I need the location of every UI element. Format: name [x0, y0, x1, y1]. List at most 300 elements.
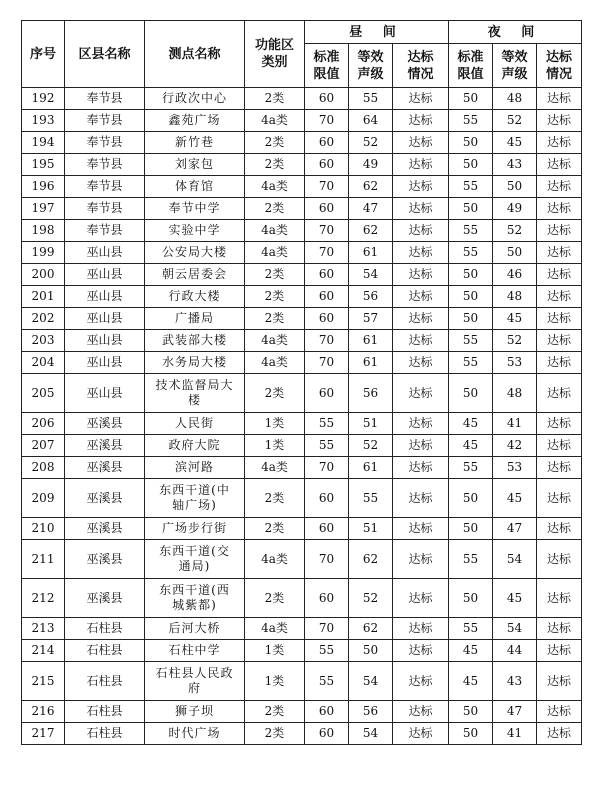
cell-seq: 208: [22, 457, 65, 479]
table-row: [22, 540, 582, 579]
cell-night-leq: 52: [493, 110, 537, 132]
cell-night-status: 达标: [537, 457, 582, 479]
cell-seq: 201: [22, 286, 65, 308]
cell-zone: 4a类: [245, 352, 305, 374]
cell-night-std: 50: [449, 701, 493, 723]
table-row: [22, 579, 582, 618]
table-row: [22, 374, 582, 413]
header-day-std: 标准限值: [305, 44, 349, 88]
cell-day-std: 70: [305, 242, 349, 264]
cell-zone: 2类: [245, 701, 305, 723]
cell-zone: 2类: [245, 374, 305, 413]
cell-seq: 205: [22, 374, 65, 413]
cell-night-status: 达标: [537, 88, 582, 110]
cell-zone: 2类: [245, 132, 305, 154]
cell-day-status: 达标: [393, 479, 449, 518]
cell-day-status: 达标: [393, 242, 449, 264]
cell-site: 广场步行街: [145, 518, 245, 540]
cell-night-leq: 47: [493, 701, 537, 723]
cell-night-status: 达标: [537, 435, 582, 457]
cell-zone: 4a类: [245, 457, 305, 479]
cell-site: 时代广场: [145, 723, 245, 745]
cell-zone: 1类: [245, 662, 305, 701]
cell-county: 巫山县: [65, 308, 145, 330]
cell-day-status: 达标: [393, 457, 449, 479]
cell-night-status: 达标: [537, 701, 582, 723]
cell-night-leq: 50: [493, 242, 537, 264]
cell-night-std: 50: [449, 723, 493, 745]
cell-day-leq: 55: [349, 479, 393, 518]
cell-night-leq: 45: [493, 579, 537, 618]
cell-day-std: 60: [305, 286, 349, 308]
cell-county: 奉节县: [65, 110, 145, 132]
cell-day-std: 70: [305, 457, 349, 479]
cell-day-leq: 54: [349, 723, 393, 745]
cell-county: 奉节县: [65, 220, 145, 242]
cell-day-status: 达标: [393, 413, 449, 435]
cell-zone: 4a类: [245, 330, 305, 352]
cell-county: 巫山县: [65, 286, 145, 308]
cell-night-status: 达标: [537, 413, 582, 435]
cell-site: 石柱中学: [145, 640, 245, 662]
cell-day-status: 达标: [393, 176, 449, 198]
cell-day-leq: 52: [349, 132, 393, 154]
cell-zone: 1类: [245, 640, 305, 662]
cell-night-std: 50: [449, 198, 493, 220]
cell-day-std: 60: [305, 198, 349, 220]
cell-day-std: 60: [305, 374, 349, 413]
cell-day-leq: 51: [349, 518, 393, 540]
table-row: [22, 413, 582, 435]
cell-day-leq: 61: [349, 330, 393, 352]
cell-night-status: 达标: [537, 352, 582, 374]
cell-day-leq: 61: [349, 352, 393, 374]
cell-day-status: 达标: [393, 132, 449, 154]
cell-night-status: 达标: [537, 518, 582, 540]
table-row: [22, 662, 582, 701]
cell-night-std: 45: [449, 413, 493, 435]
cell-day-leq: 62: [349, 220, 393, 242]
cell-day-std: 70: [305, 352, 349, 374]
cell-county: 奉节县: [65, 176, 145, 198]
cell-night-std: 55: [449, 352, 493, 374]
cell-seq: 214: [22, 640, 65, 662]
cell-county: 奉节县: [65, 154, 145, 176]
cell-night-std: 50: [449, 154, 493, 176]
cell-night-leq: 42: [493, 435, 537, 457]
cell-site: 武装部大楼: [145, 330, 245, 352]
cell-day-status: 达标: [393, 579, 449, 618]
cell-seq: 216: [22, 701, 65, 723]
cell-site: 朝云居委会: [145, 264, 245, 286]
cell-seq: 196: [22, 176, 65, 198]
cell-day-status: 达标: [393, 220, 449, 242]
cell-day-leq: 56: [349, 286, 393, 308]
cell-night-status: 达标: [537, 264, 582, 286]
cell-seq: 199: [22, 242, 65, 264]
header-night-std: 标准限值: [449, 44, 493, 88]
header-day: 昼 间: [305, 21, 449, 44]
table-row: [22, 220, 582, 242]
cell-day-std: 60: [305, 132, 349, 154]
cell-night-status: 达标: [537, 242, 582, 264]
cell-zone: 2类: [245, 198, 305, 220]
cell-night-std: 55: [449, 618, 493, 640]
cell-night-std: 55: [449, 540, 493, 579]
cell-night-leq: 48: [493, 286, 537, 308]
cell-day-leq: 61: [349, 242, 393, 264]
cell-day-status: 达标: [393, 374, 449, 413]
cell-night-leq: 53: [493, 457, 537, 479]
cell-seq: 204: [22, 352, 65, 374]
header-night: 夜 间: [449, 21, 582, 44]
cell-night-std: 50: [449, 579, 493, 618]
cell-night-std: 50: [449, 88, 493, 110]
cell-night-std: 45: [449, 640, 493, 662]
cell-night-leq: 41: [493, 723, 537, 745]
table-row: [22, 701, 582, 723]
cell-night-status: 达标: [537, 308, 582, 330]
cell-night-leq: 48: [493, 374, 537, 413]
table-row: [22, 88, 582, 110]
cell-county: 巫山县: [65, 352, 145, 374]
header-night-leq: 等效声级: [493, 44, 537, 88]
cell-county: 巫山县: [65, 242, 145, 264]
table-row: [22, 723, 582, 745]
cell-site: 东西干道(西城紫都): [145, 579, 245, 618]
table-row: [22, 132, 582, 154]
cell-night-std: 45: [449, 435, 493, 457]
cell-night-leq: 52: [493, 330, 537, 352]
cell-seq: 200: [22, 264, 65, 286]
cell-day-std: 60: [305, 518, 349, 540]
cell-seq: 211: [22, 540, 65, 579]
cell-day-std: 60: [305, 154, 349, 176]
cell-day-status: 达标: [393, 110, 449, 132]
cell-day-std: 55: [305, 435, 349, 457]
cell-night-std: 50: [449, 132, 493, 154]
cell-day-status: 达标: [393, 662, 449, 701]
cell-seq: 193: [22, 110, 65, 132]
cell-day-std: 60: [305, 723, 349, 745]
cell-county: 石柱县: [65, 701, 145, 723]
cell-night-status: 达标: [537, 220, 582, 242]
cell-day-status: 达标: [393, 154, 449, 176]
cell-night-status: 达标: [537, 110, 582, 132]
cell-site: 水务局大楼: [145, 352, 245, 374]
cell-day-std: 70: [305, 176, 349, 198]
cell-zone: 4a类: [245, 618, 305, 640]
cell-day-status: 达标: [393, 308, 449, 330]
cell-night-std: 55: [449, 457, 493, 479]
cell-day-status: 达标: [393, 198, 449, 220]
cell-seq: 194: [22, 132, 65, 154]
cell-seq: 206: [22, 413, 65, 435]
cell-site: 行政大楼: [145, 286, 245, 308]
cell-day-status: 达标: [393, 540, 449, 579]
cell-county: 石柱县: [65, 723, 145, 745]
cell-night-std: 55: [449, 176, 493, 198]
cell-day-std: 60: [305, 579, 349, 618]
cell-day-status: 达标: [393, 330, 449, 352]
header-seq: 序号: [22, 21, 65, 88]
cell-seq: 198: [22, 220, 65, 242]
cell-day-std: 60: [305, 308, 349, 330]
cell-night-leq: 41: [493, 413, 537, 435]
cell-zone: 4a类: [245, 242, 305, 264]
header-zone: 功能区类别: [245, 21, 305, 88]
table-row: [22, 154, 582, 176]
cell-zone: 2类: [245, 88, 305, 110]
cell-site: 东西干道(中轴广场): [145, 479, 245, 518]
cell-zone: 2类: [245, 723, 305, 745]
cell-night-leq: 43: [493, 662, 537, 701]
cell-seq: 215: [22, 662, 65, 701]
cell-night-leq: 43: [493, 154, 537, 176]
cell-night-status: 达标: [537, 374, 582, 413]
cell-zone: 2类: [245, 154, 305, 176]
cell-site: 后河大桥: [145, 618, 245, 640]
cell-zone: 4a类: [245, 220, 305, 242]
cell-night-status: 达标: [537, 723, 582, 745]
cell-day-std: 60: [305, 701, 349, 723]
cell-zone: 2类: [245, 479, 305, 518]
cell-county: 奉节县: [65, 88, 145, 110]
cell-day-std: 55: [305, 640, 349, 662]
table-row: [22, 518, 582, 540]
cell-county: 巫溪县: [65, 413, 145, 435]
header-night-status: 达标情况: [537, 44, 582, 88]
cell-night-leq: 52: [493, 220, 537, 242]
cell-seq: 210: [22, 518, 65, 540]
cell-county: 巫山县: [65, 374, 145, 413]
table-row: [22, 457, 582, 479]
cell-day-leq: 64: [349, 110, 393, 132]
cell-seq: 207: [22, 435, 65, 457]
cell-zone: 1类: [245, 435, 305, 457]
cell-night-leq: 46: [493, 264, 537, 286]
cell-day-status: 达标: [393, 435, 449, 457]
cell-county: 石柱县: [65, 640, 145, 662]
cell-night-leq: 54: [493, 618, 537, 640]
cell-day-leq: 62: [349, 176, 393, 198]
table-row: [22, 242, 582, 264]
cell-day-leq: 49: [349, 154, 393, 176]
cell-day-leq: 55: [349, 88, 393, 110]
table-body: [22, 88, 582, 745]
cell-night-std: 50: [449, 286, 493, 308]
cell-night-std: 55: [449, 110, 493, 132]
cell-night-status: 达标: [537, 198, 582, 220]
cell-night-std: 50: [449, 264, 493, 286]
cell-site: 体育馆: [145, 176, 245, 198]
cell-zone: 2类: [245, 579, 305, 618]
cell-day-status: 达标: [393, 640, 449, 662]
cell-day-status: 达标: [393, 352, 449, 374]
header-day-status: 达标情况: [393, 44, 449, 88]
cell-site: 石柱县人民政府: [145, 662, 245, 701]
table-row: [22, 176, 582, 198]
cell-night-leq: 47: [493, 518, 537, 540]
cell-zone: 2类: [245, 264, 305, 286]
table-row: [22, 110, 582, 132]
cell-night-leq: 50: [493, 176, 537, 198]
cell-site: 政府大院: [145, 435, 245, 457]
cell-day-leq: 56: [349, 374, 393, 413]
table-row: [22, 264, 582, 286]
cell-site: 行政次中心: [145, 88, 245, 110]
cell-county: 奉节县: [65, 198, 145, 220]
cell-day-leq: 54: [349, 264, 393, 286]
cell-site: 滨河路: [145, 457, 245, 479]
cell-site: 人民街: [145, 413, 245, 435]
cell-day-status: 达标: [393, 723, 449, 745]
cell-day-leq: 57: [349, 308, 393, 330]
cell-county: 奉节县: [65, 132, 145, 154]
cell-night-status: 达标: [537, 330, 582, 352]
cell-day-std: 70: [305, 220, 349, 242]
cell-night-leq: 44: [493, 640, 537, 662]
cell-seq: 217: [22, 723, 65, 745]
cell-site: 公安局大楼: [145, 242, 245, 264]
cell-day-status: 达标: [393, 618, 449, 640]
cell-day-leq: 52: [349, 435, 393, 457]
cell-day-status: 达标: [393, 701, 449, 723]
cell-county: 石柱县: [65, 662, 145, 701]
cell-zone: 4a类: [245, 540, 305, 579]
header-day-leq: 等效声级: [349, 44, 393, 88]
cell-night-status: 达标: [537, 640, 582, 662]
cell-seq: 197: [22, 198, 65, 220]
cell-day-leq: 62: [349, 618, 393, 640]
cell-zone: 1类: [245, 413, 305, 435]
cell-night-status: 达标: [537, 540, 582, 579]
cell-night-status: 达标: [537, 618, 582, 640]
cell-day-std: 60: [305, 479, 349, 518]
cell-night-status: 达标: [537, 132, 582, 154]
table-row: [22, 198, 582, 220]
table-row: [22, 308, 582, 330]
cell-zone: 2类: [245, 286, 305, 308]
cell-night-leq: 49: [493, 198, 537, 220]
cell-site: 狮子坝: [145, 701, 245, 723]
cell-site: 广播局: [145, 308, 245, 330]
table-row: [22, 640, 582, 662]
cell-day-leq: 52: [349, 579, 393, 618]
cell-county: 巫山县: [65, 330, 145, 352]
cell-night-status: 达标: [537, 579, 582, 618]
cell-day-leq: 51: [349, 413, 393, 435]
cell-county: 巫溪县: [65, 540, 145, 579]
cell-seq: 213: [22, 618, 65, 640]
cell-day-std: 70: [305, 618, 349, 640]
cell-day-std: 70: [305, 540, 349, 579]
cell-night-status: 达标: [537, 286, 582, 308]
cell-night-leq: 48: [493, 88, 537, 110]
table-row: [22, 352, 582, 374]
cell-day-std: 70: [305, 110, 349, 132]
cell-day-status: 达标: [393, 286, 449, 308]
cell-site: 实验中学: [145, 220, 245, 242]
cell-night-leq: 45: [493, 479, 537, 518]
cell-night-std: 45: [449, 662, 493, 701]
table-row: [22, 435, 582, 457]
cell-night-std: 50: [449, 518, 493, 540]
cell-night-std: 50: [449, 308, 493, 330]
cell-seq: 192: [22, 88, 65, 110]
cell-night-leq: 54: [493, 540, 537, 579]
noise-monitoring-table: [21, 20, 582, 745]
cell-county: 巫溪县: [65, 435, 145, 457]
table-row: [22, 330, 582, 352]
cell-night-status: 达标: [537, 176, 582, 198]
cell-day-status: 达标: [393, 88, 449, 110]
cell-day-leq: 47: [349, 198, 393, 220]
cell-night-leq: 53: [493, 352, 537, 374]
cell-site: 鑫苑广场: [145, 110, 245, 132]
cell-seq: 202: [22, 308, 65, 330]
cell-county: 巫溪县: [65, 518, 145, 540]
cell-zone: 2类: [245, 518, 305, 540]
cell-night-status: 达标: [537, 662, 582, 701]
cell-day-leq: 54: [349, 662, 393, 701]
cell-day-std: 60: [305, 88, 349, 110]
cell-zone: 4a类: [245, 110, 305, 132]
cell-seq: 209: [22, 479, 65, 518]
cell-county: 石柱县: [65, 618, 145, 640]
noise-monitoring-table-wrapper: [21, 20, 581, 745]
table-header: [22, 21, 582, 88]
cell-night-std: 55: [449, 220, 493, 242]
table-row: [22, 286, 582, 308]
cell-site: 东西干道(交通局): [145, 540, 245, 579]
cell-site: 奉节中学: [145, 198, 245, 220]
cell-day-leq: 50: [349, 640, 393, 662]
cell-night-leq: 45: [493, 308, 537, 330]
cell-night-status: 达标: [537, 154, 582, 176]
cell-seq: 195: [22, 154, 65, 176]
cell-day-std: 55: [305, 662, 349, 701]
cell-day-leq: 61: [349, 457, 393, 479]
cell-night-std: 50: [449, 479, 493, 518]
cell-site: 技术监督局大楼: [145, 374, 245, 413]
cell-night-std: 55: [449, 330, 493, 352]
cell-day-status: 达标: [393, 518, 449, 540]
cell-day-std: 55: [305, 413, 349, 435]
cell-site: 刘家包: [145, 154, 245, 176]
cell-county: 巫山县: [65, 264, 145, 286]
cell-county: 巫溪县: [65, 457, 145, 479]
table-row: [22, 479, 582, 518]
table-row: [22, 618, 582, 640]
cell-night-status: 达标: [537, 479, 582, 518]
header-county: 区县名称: [65, 21, 145, 88]
cell-night-std: 55: [449, 242, 493, 264]
cell-day-status: 达标: [393, 264, 449, 286]
cell-site: 新竹巷: [145, 132, 245, 154]
cell-day-leq: 62: [349, 540, 393, 579]
cell-zone: 2类: [245, 308, 305, 330]
header-site: 测点名称: [145, 21, 245, 88]
cell-county: 巫溪县: [65, 579, 145, 618]
cell-day-std: 70: [305, 330, 349, 352]
cell-zone: 4a类: [245, 176, 305, 198]
cell-day-std: 60: [305, 264, 349, 286]
cell-night-std: 50: [449, 374, 493, 413]
cell-night-leq: 45: [493, 132, 537, 154]
cell-county: 巫溪县: [65, 479, 145, 518]
cell-day-leq: 56: [349, 701, 393, 723]
